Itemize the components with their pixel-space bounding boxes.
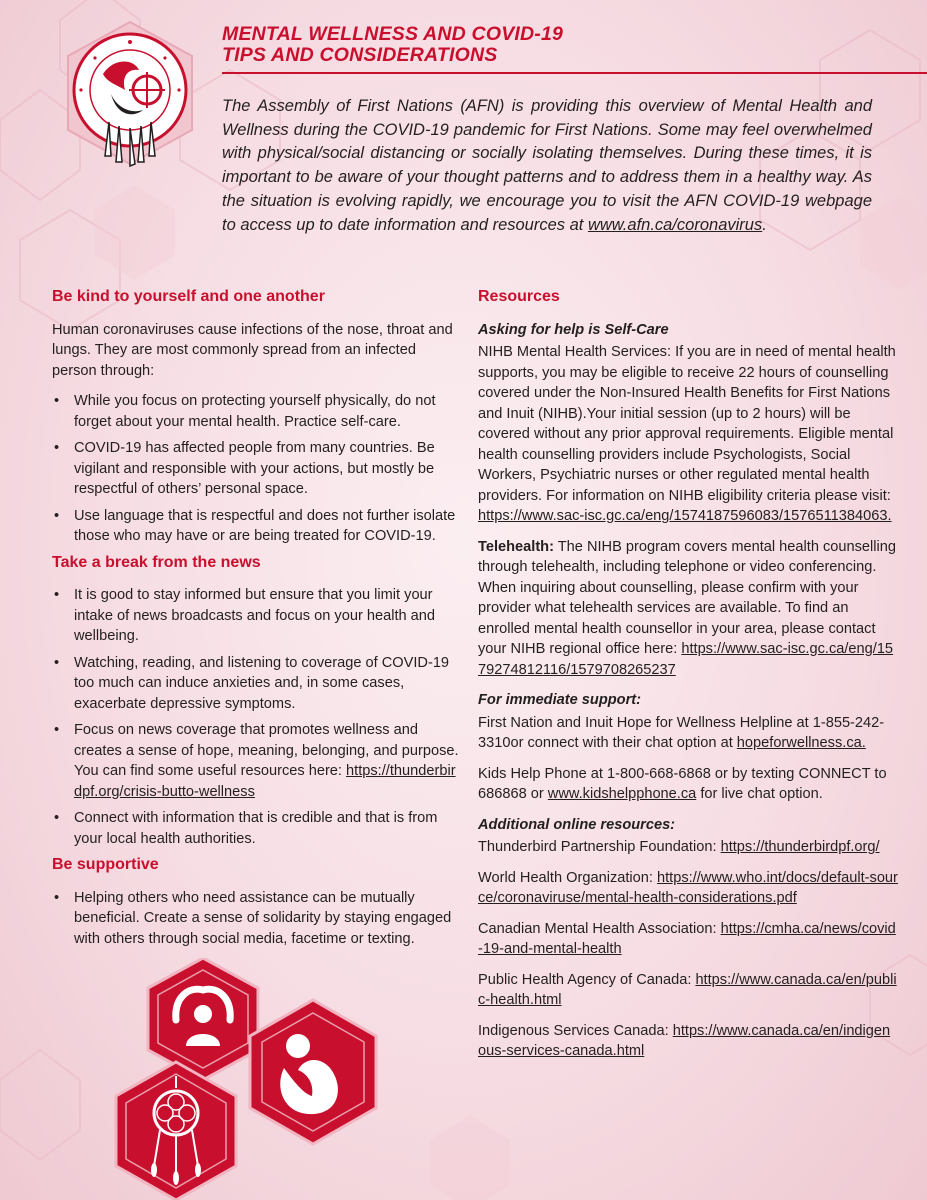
resource-link[interactable]: https://www.canada.ca/en/public-health.html (478, 971, 897, 1008)
intro-paragraph (222, 95, 872, 237)
kind-bullet-list (52, 391, 462, 547)
news-bullet-list (52, 585, 462, 849)
resource-item (478, 970, 898, 1011)
news-bullet3-text: Focus on news coverage that promotes wellness and creates a sense of hope, meaning, belonging, and purpose. You can find some useful resources here: (74, 722, 459, 779)
left-column (52, 287, 462, 955)
resource-label: Public Health Agency of Canada: (478, 971, 696, 988)
resource-item (478, 919, 898, 960)
resource-link[interactable]: https://www.who.int/docs/default-source/coronaviruse/mental-health-considerations.pdf (478, 869, 898, 906)
page-title (222, 24, 912, 66)
afn-coronavirus-link[interactable]: www.afn.ca/coronavirus (587, 215, 763, 234)
title-line-2: TIPS AND CONSIDERATIONS (222, 44, 498, 66)
resource-label: Thunderbird Partnership Foundation: (478, 839, 721, 855)
kind-heading: Be kind to yourself and one another (52, 288, 325, 305)
telehealth-label: Telehealth: (478, 538, 554, 555)
resource-label: Canadian Mental Health Association: (478, 920, 721, 937)
kids-end: for live chat option. (696, 786, 823, 802)
thunderbird-wellness-link[interactable]: https://thunderbirdpf.org/crisis-butto-wellness (74, 763, 456, 800)
kids-text: Kids Help Phone at 1-800-668-6868 or by texting CONNECT to 686868 or (478, 765, 887, 802)
telehealth-text: The NIHB program covers mental health counselling through telehealth, including telephone or video conferencing. When inquiring about counselling, please confirm with your provider what telehealth services are available. To find an enrolled mental health counsellor in your area, please contact your NIHB regional office here: (478, 538, 897, 657)
news-heading: Take a break from the news (52, 553, 261, 571)
resources-heading: Resources (478, 288, 560, 305)
resource-item (478, 868, 898, 909)
list-item: • While you focus on protecting yourself physically, do not forget about your mental health. Practice self-care. (52, 391, 462, 432)
protection-hands-icon (148, 958, 258, 1080)
resource-link[interactable]: https://cmha.ca/news/covid-19-and-mental-health (478, 920, 896, 957)
title-divider (222, 72, 927, 74)
resource-link[interactable]: https://thunderbirdpf.org/ (720, 839, 880, 855)
nihb-eligibility-link[interactable]: https://www.sac-isc.gc.ca/eng/1574187596083/1576511384063. (478, 508, 892, 524)
list-item: • Use language that is respectful and does not further isolate those who may have or are being treated for COVID-19. (52, 506, 462, 547)
title-line-1: MENTAL WELLNESS AND COVID-19 (222, 23, 564, 45)
intro-text: The Assembly of First Nations (AFN) is providing this overview of Mental Health and Wellness during the COVID-19 pandemic for First Nations. Some may feel overwhelmed with physical/social distancing or socially isolating themselves. During these times, it is important to be aware of your thought patterns and to address them in a healthy way. As the situation is evolving rapidly, we encourage you to visit the AFN COVID-19 webpage to access up to date information and resources at (222, 97, 872, 234)
kids-paragraph (478, 764, 898, 805)
hope-text: First Nation and Inuit Hope for Wellness Helpline at 1-855-242-3310or connect with their chat option at (478, 714, 885, 751)
kids-help-phone-link[interactable]: www.kidshelpphone.ca (547, 786, 697, 802)
list-item (52, 720, 462, 802)
online-resources-heading: Additional online resources: (478, 816, 676, 833)
resource-label: World Health Organization: (478, 869, 657, 886)
intro-end: . (762, 215, 767, 234)
resource-item (478, 837, 898, 858)
kind-intro: Human coronaviruses cause infections of the nose, throat and lungs. They are most commonly spread from an infected person through: (52, 321, 453, 379)
immediate-support-heading: For immediate support: (478, 692, 641, 708)
afn-logo (55, 18, 205, 168)
nihb-regional-office-link[interactable]: https://www.sac-isc.gc.ca/eng/1579274812116/1579708265237 (478, 641, 894, 678)
list-item: • It is good to stay informed but ensure that you limit your intake of news broadcasts and focus on your health and wellbeing. (52, 585, 462, 647)
distressed-person-icon (250, 1000, 376, 1144)
nihb-paragraph (478, 342, 898, 527)
nihb-text: NIHB Mental Health Services: If you are in need of mental health supports, you may be eligible to receive 22 hours of counselling covered under the Non-Insured Health Benefits for First Nations and Inuit (NIHB).Your initial session (up to 2 hours) will be covered without any prior approval requirements. Eligible mental health counselling providers include Psychologists, Social Workers, Psychiatric nurses or other regulated mental health providers. For information on NIHB eligibility criteria please visit: (478, 344, 896, 504)
resource-item (478, 1021, 898, 1062)
list-item: • Helping others who need assistance can be mutually beneficial. Create a sense of solidarity by staying engaged with others through social media, facetime or texting. (52, 888, 462, 950)
list-item: • Watching, reading, and listening to coverage of COVID-19 too much can induce anxieties and, in some cases, exacerbate depressive symptoms. (52, 653, 462, 715)
hope-for-wellness-link[interactable]: hopeforwellness.ca. (736, 735, 866, 751)
supportive-heading: Be supportive (52, 856, 159, 873)
hexagon-icons-group (108, 958, 408, 1200)
supportive-bullet-list (52, 888, 462, 950)
resource-label: Indigenous Services Canada: (478, 1022, 673, 1039)
list-item: • Connect with information that is credible and that is from your local health authorities. (52, 808, 462, 849)
dreamcatcher-icon (116, 1062, 236, 1200)
right-column (478, 287, 898, 1072)
resource-link[interactable]: https://www.canada.ca/en/indigenous-services-canada.html (478, 1022, 891, 1059)
list-item: • COVID-19 has affected people from many countries. Be vigilant and responsible with your actions, but mostly be respectful of others’ personal space. (52, 438, 462, 500)
selfcare-heading: Asking for help is Self-Care (478, 321, 669, 338)
hope-paragraph (478, 713, 898, 754)
telehealth-paragraph (478, 537, 898, 681)
